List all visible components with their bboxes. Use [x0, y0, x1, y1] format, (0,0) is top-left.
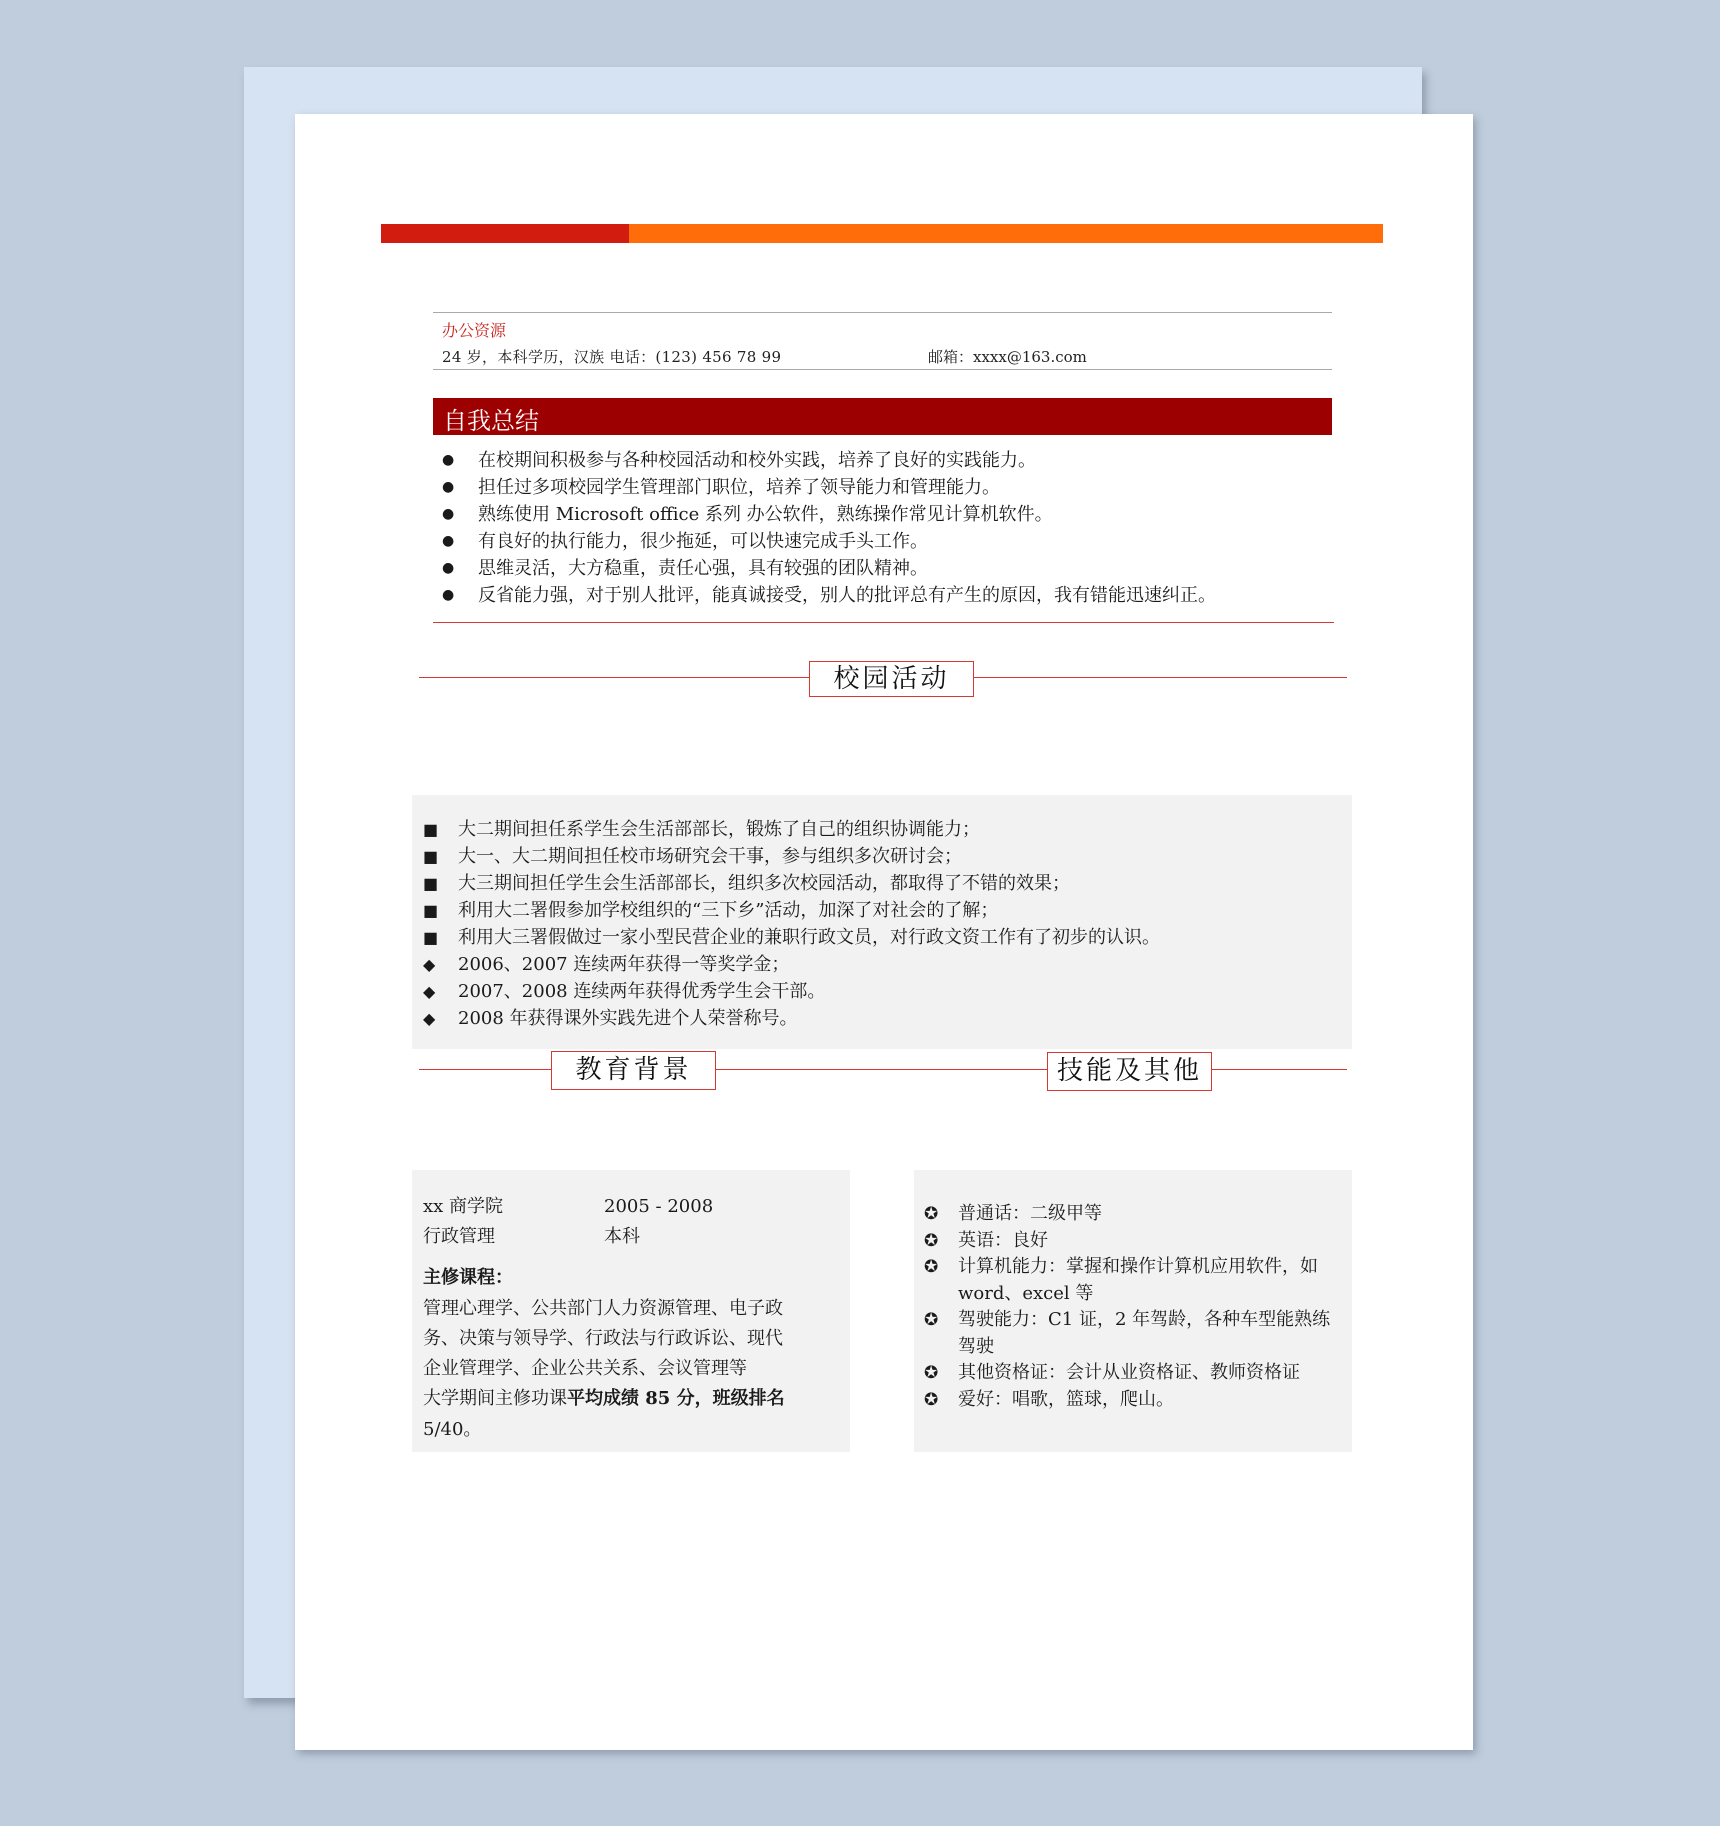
list-item: ✪ 普通话：二级甲等 — [924, 1201, 1348, 1228]
list-item: ● 思维灵活，大方稳重，责任心强，具有较强的团队精神。 — [442, 555, 1216, 582]
list-item: ✪ 其他资格证：会计从业资格证、教师资格证 — [924, 1360, 1348, 1387]
summary-title: 自我总结 — [443, 407, 539, 435]
applicant-email: 邮箱：xxxx@163.com — [928, 348, 1087, 366]
score-highlight: 平均成绩 85 分，班级排名 — [567, 1388, 785, 1409]
header-band-orange — [629, 224, 1383, 243]
summary-bottom-rule — [433, 622, 1334, 623]
score-rank-end: 5/40。 — [423, 1419, 482, 1440]
summary-heading-bar — [433, 398, 1332, 435]
header-band-red — [381, 224, 629, 243]
header-top-rule — [433, 312, 1332, 313]
courses-line: 企业管理学、企业公共关系、会议管理等 — [423, 1358, 747, 1379]
dot-bullet-icon: ● — [442, 587, 455, 603]
list-item: ● 熟练使用 Microsoft office 系列 办公软件，熟练操作常见计算机软件。 — [442, 501, 1216, 528]
square-bullet-icon: ■ — [423, 820, 439, 839]
diamond-bullet-icon: ◆ — [423, 1009, 436, 1028]
list-item: ✪ 计算机能力：掌握和操作计算机应用软件，如 word、excel 等 — [924, 1256, 1318, 1304]
major-name: 行政管理 — [423, 1226, 495, 1247]
list-item: ✪ 英语：良好 — [924, 1228, 1348, 1255]
list-item: ◆ 2008 年获得课外实践先进个人荣誉称号。 — [423, 1005, 1160, 1032]
campus-list — [423, 816, 1160, 1032]
header-bottom-rule — [433, 369, 1332, 370]
skills-list — [924, 1201, 1348, 1413]
dot-bullet-icon: ● — [442, 506, 455, 522]
courses-line: 务、决策与领导学、行政法与行政诉讼、现代 — [423, 1328, 783, 1349]
square-bullet-icon: ■ — [423, 847, 439, 866]
list-item: ● 反省能力强，对于别人批评，能真诚接受，别人的批评总有产生的原因，我有错能迅速纠正。 — [442, 582, 1216, 609]
star-bullet-icon: ✪ — [924, 1230, 939, 1251]
skills-title: 技能及其他 — [1047, 1052, 1212, 1091]
school-name: xx 商学院 — [423, 1196, 504, 1217]
education-title: 教育背景 — [551, 1051, 716, 1090]
score-line: 大学期间主修功课平均成绩 85 分，班级排名 — [423, 1388, 785, 1409]
school-years: 2005 - 2008 — [604, 1196, 714, 1217]
star-bullet-icon: ✪ — [924, 1389, 939, 1410]
star-bullet-icon: ✪ — [924, 1363, 939, 1383]
list-item: ■ 利用大二署假参加学校组织的“三下乡”活动，加深了对社会的了解； — [423, 897, 1160, 924]
summary-list — [442, 447, 1216, 609]
applicant-info: 24 岁，本科学历，汉族 电话：(123) 456 78 99 — [442, 348, 782, 366]
list-item: ■ 大二期间担任系学生会生活部部长，锻炼了自己的组织协调能力； — [423, 816, 1160, 843]
list-item: ● 在校期间积极参与各种校园活动和校外实践，培养了良好的实践能力。 — [442, 447, 1216, 474]
list-item: ✪ 爱好：唱歌，篮球，爬山。 — [924, 1387, 1348, 1414]
square-bullet-icon: ■ — [423, 901, 439, 920]
dot-bullet-icon: ● — [442, 452, 455, 468]
square-bullet-icon: ■ — [423, 928, 439, 947]
star-bullet-icon: ✪ — [924, 1204, 939, 1224]
list-item: ● 有良好的执行能力，很少拖延，可以快速完成手头工作。 — [442, 528, 1216, 555]
courses-line: 管理心理学、公共部门人力资源管理、电子政 — [423, 1298, 783, 1319]
diamond-bullet-icon: ◆ — [423, 955, 436, 974]
degree-name: 本科 — [604, 1226, 640, 1247]
dot-bullet-icon: ● — [442, 479, 455, 495]
list-item: ◆ 2006、2007 连续两年获得一等奖学金； — [423, 951, 1160, 978]
campus-title: 校园活动 — [809, 661, 974, 697]
list-item: ◆ 2007、2008 连续两年获得优秀学生会干部。 — [423, 978, 1160, 1005]
star-bullet-icon: ✪ — [924, 1257, 939, 1277]
square-bullet-icon: ■ — [423, 874, 439, 893]
list-item: ● 担任过多项校园学生管理部门职位，培养了领导能力和管理能力。 — [442, 474, 1216, 501]
applicant-name: 办公资源 — [442, 321, 507, 340]
list-item: ■ 大一、大二期间担任校市场研究会干事，参与组织多次研讨会； — [423, 843, 1160, 870]
list-item: ✪ 驾驶能力：C1 证，2 年驾龄，各种车型能熟练驾驶 — [924, 1309, 1331, 1357]
diamond-bullet-icon: ◆ — [423, 982, 436, 1001]
dot-bullet-icon: ● — [442, 560, 455, 576]
list-item: ■ 利用大三署假做过一家小型民营企业的兼职行政文员，对行政文资工作有了初步的认识。 — [423, 924, 1160, 951]
list-item: ■ 大三期间担任学生会生活部部长，组织多次校园活动，都取得了不错的效果； — [423, 870, 1160, 897]
courses-label: 主修课程： — [423, 1267, 513, 1288]
dot-bullet-icon: ● — [442, 533, 455, 549]
star-bullet-icon: ✪ — [924, 1310, 939, 1330]
